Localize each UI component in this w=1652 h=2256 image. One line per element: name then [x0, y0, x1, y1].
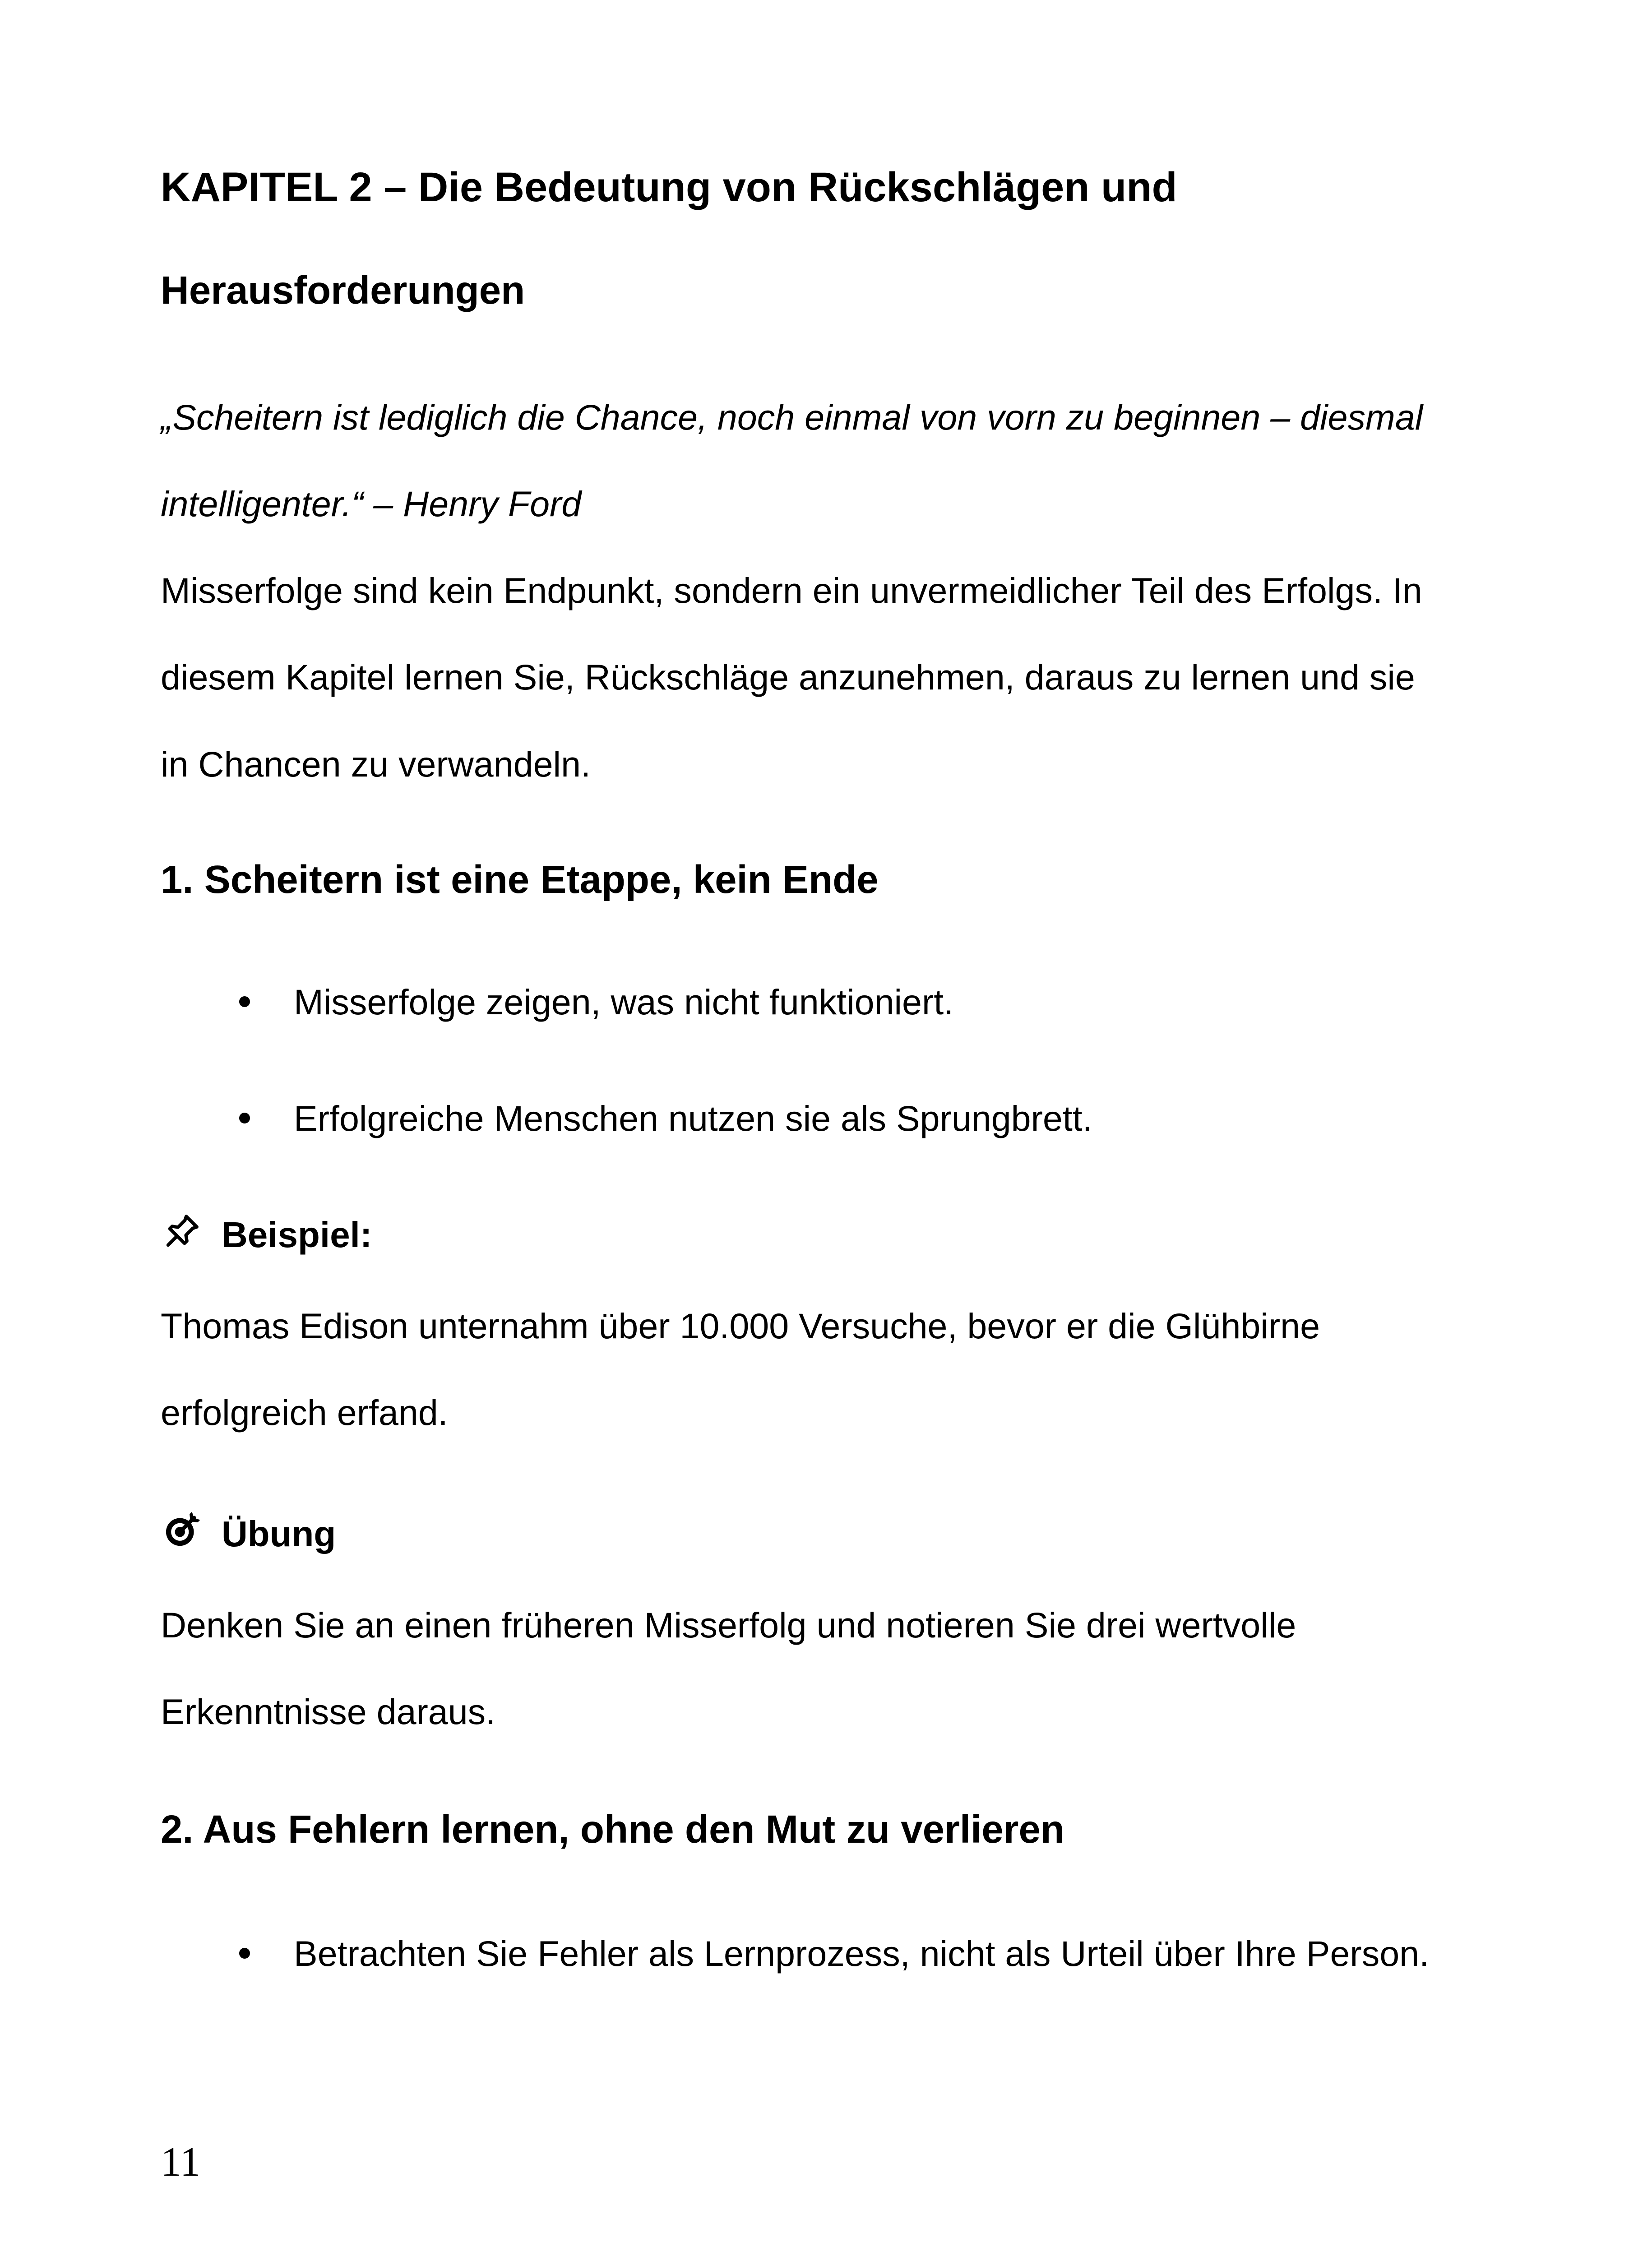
bullet-point: [239, 1113, 250, 1123]
list-item: Misserfolge zeigen, was nicht funktioniert.: [294, 982, 954, 1022]
exercise-text-line-2: Erkenntnisse daraus.: [161, 1692, 496, 1732]
bullet-point: [239, 1948, 250, 1959]
pushpin-icon: [163, 1212, 201, 1250]
chapter-title-line-2: Herausforderungen: [161, 268, 525, 312]
chapter-title-line-1: KAPITEL 2 – Die Bedeutung von Rückschlägen und: [161, 164, 1177, 210]
page-number: 11: [161, 2139, 201, 2185]
example-label: Beispiel:: [222, 1215, 372, 1255]
example-text-line-1: Thomas Edison unternahm über 10.000 Versuche, bevor er die Glühbirne: [161, 1306, 1320, 1346]
bullet-point: [239, 996, 250, 1007]
target-icon: [163, 1511, 201, 1549]
exercise-text-line-1: Denken Sie an einen früheren Misserfolg und notieren Sie drei wertvolle: [161, 1605, 1296, 1645]
intro-paragraph-line-3: in Chancen zu verwandeln.: [161, 744, 591, 784]
section-2-heading: 2. Aus Fehlern lernen, ohne den Mut zu verlieren: [161, 1808, 1064, 1851]
intro-paragraph-line-1: Misserfolge sind kein Endpunkt, sondern ein unvermeidlicher Teil des Erfolgs. In: [161, 570, 1422, 610]
section-1-heading: 1. Scheitern ist eine Etappe, kein Ende: [161, 858, 879, 901]
quote-line-2: intelligenter.“ – Henry Ford: [161, 484, 582, 524]
list-item: Erfolgreiche Menschen nutzen sie als Sprungbrett.: [294, 1098, 1092, 1138]
list-item: Betrachten Sie Fehler als Lernprozess, nicht als Urteil über Ihre Person.: [294, 1933, 1430, 1974]
quote-line-1: „Scheitern ist lediglich die Chance, noch einmal von vorn zu beginnen – diesmal: [161, 397, 1423, 437]
example-text-line-2: erfolgreich erfand.: [161, 1392, 448, 1433]
exercise-label: Übung: [222, 1514, 336, 1554]
intro-paragraph-line-2: diesem Kapitel lernen Sie, Rückschläge anzunehmen, daraus zu lernen und sie: [161, 657, 1415, 697]
